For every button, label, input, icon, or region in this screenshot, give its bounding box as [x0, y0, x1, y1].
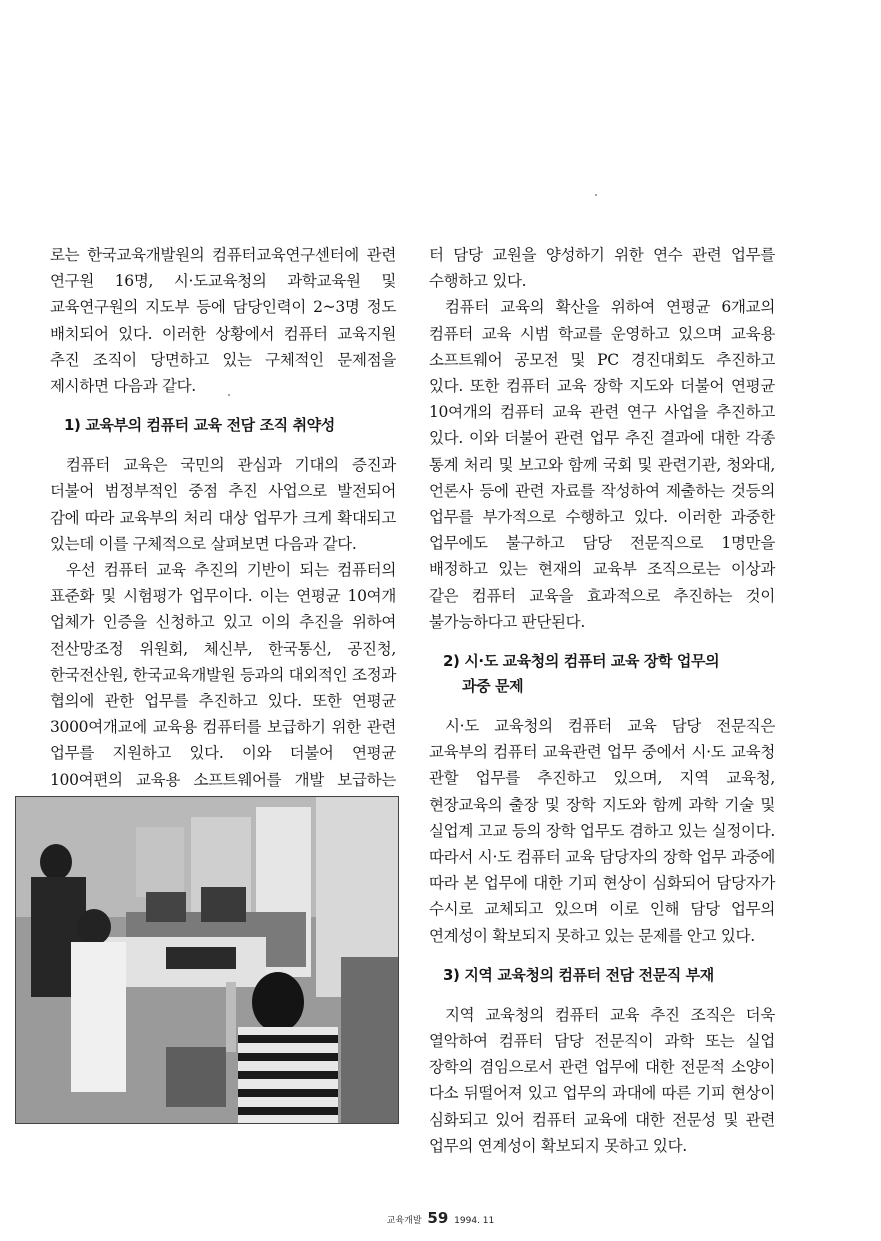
journal-name: 교육개발: [386, 1216, 422, 1226]
right-paragraph-2: 컴퓨터 교육의 확산을 위하여 연평균 6개교의 컴퓨터 교육 시범 학교를 운영하고 있으며 교육용 소프트웨어 공모전 및 PC 경진대회도 추진하고 있다. 또한 컴퓨터 교육 장학 지도와 더불어 연평균 10여개의 컴퓨터 교육 관련 연구 사업을 추진하고 있다. 이와 더불어 관련 업무 추진 결과에 대한 각종 통계 처리 및 보고와 함께 국회 및 관련기관, 청와대, 언론사 등에 관련 자료를 작성하여 제출하는 것등의 업무를 부가적으로 수행하고 있다. 이러한 과중한 업무에도 불구하고 담당 전문직으로 1명만을 배정하고 있는 현재의 교육부 조직으로는 이상과 같은 컴퓨터 교육을 효과적으로 추진하는 것이 불가능하다고 판단된다.: [429, 298, 775, 631]
classroom-photo: [15, 796, 399, 1124]
right-column: [429, 242, 775, 1159]
section-heading-3: 3) 지역 교육청의 컴퓨터 전담 전문직 부재: [443, 965, 714, 984]
section-heading-2: [443, 649, 775, 699]
page-number: 59: [427, 1209, 449, 1227]
speck: [595, 194, 597, 196]
page-footer: [0, 1209, 881, 1227]
right-paragraph-4: 지역 교육청의 컴퓨터 교육 추진 조직은 더욱 열악하여 컴퓨터 담당 전문직이 과학 또는 실업 장학의 겸임으로서 관련 업무에 대한 전문적 소양이 다소 뒤떨어져 있고 업무의 과대에 따른 기피 현상이 심화되고 있어 컴퓨터 교육에 대한 전문성 및 관련 업무의 연계성이 확보되지 못하고 있다.: [429, 1005, 775, 1155]
issue-date: 1994. 11: [454, 1216, 495, 1226]
left-paragraph-1: 로는 한국교육개발원의 컴퓨터교육연구센터에 관련 연구원 16명, 시·도교육청의 과학교육원 및 교육연구원의 지도부 등에 담당인력이 2~3명 정도 배치되어 있다. 이러한 상황에서 컴퓨터 교육지원 추진 조직이 당면하고 있는 구체적인 문제점을 제시하면 다음과 같다.: [50, 246, 396, 396]
section-heading-2-line-2: 과중 문제: [462, 677, 524, 696]
left-paragraph-2: 컴퓨터 교육은 국민의 관심과 기대의 증진과 더불어 범정부적인 중점 추진 사업으로 발전되어 감에 따라 교육부의 처리 대상 업무가 크게 확대되고 있는데 이를 구체적으로 살펴보면 다음과 같다.: [50, 456, 396, 553]
section-heading-1: 1) 교육부의 컴퓨터 교육 전담 조직 취약성: [64, 416, 335, 435]
right-paragraph-1: 터 담당 교원을 양성하기 위한 연수 관련 업무를 수행하고 있다.: [429, 246, 775, 291]
right-paragraph-3: 시·도 교육청의 컴퓨터 교육 담당 전문직은 교육부의 컴퓨터 교육관련 업무 중에서 시·도 교육청 관할 업무를 추진하고 있으며, 지역 교육청, 현장교육의 출장 및 장학 지도와 함께 과학 기술 및 실업계 고교 등의 장학 업무도 겸하고 있는 실정이다. 따라서 시·도 컴퓨터 교육 담당자의 장학 업무 과중에 따라 본 업무에 대한 기피 현상이 심화되어 담당자가 수시로 교체되고 있으며 이로 인해 담당 업무의 연계성이 확보되지 못하고 있는 문제를 안고 있다.: [429, 717, 775, 945]
left-column: [50, 242, 396, 819]
left-paragraph-3: 우선 컴퓨터 교육 추진의 기반이 되는 컴퓨터의 표준화 및 시험평가 업무이다. 이는 연평균 10여개 업체가 인증을 신청하고 있고 이의 추진을 위하여 전산망조정 위원회, 체신부, 한국통신, 공진청, 한국전산원, 한국교육개발원 등과의 대외적인 조정과 협의에 관한 업무를 추진하고 있다. 또한 연평균 3000여개교에 교육용 컴퓨터를 보급하기 위한 관련 업무를 지원하고 있다. 이와 더불어 연평균 100여편의 교육용 소프트웨어를 개발 보급하는: [50, 561, 396, 789]
section-heading-2-line-1: 2) 시·도 교육청의 컴퓨터 교육 장학 업무의: [443, 652, 720, 671]
classroom-photo-illustration: [16, 797, 398, 1123]
